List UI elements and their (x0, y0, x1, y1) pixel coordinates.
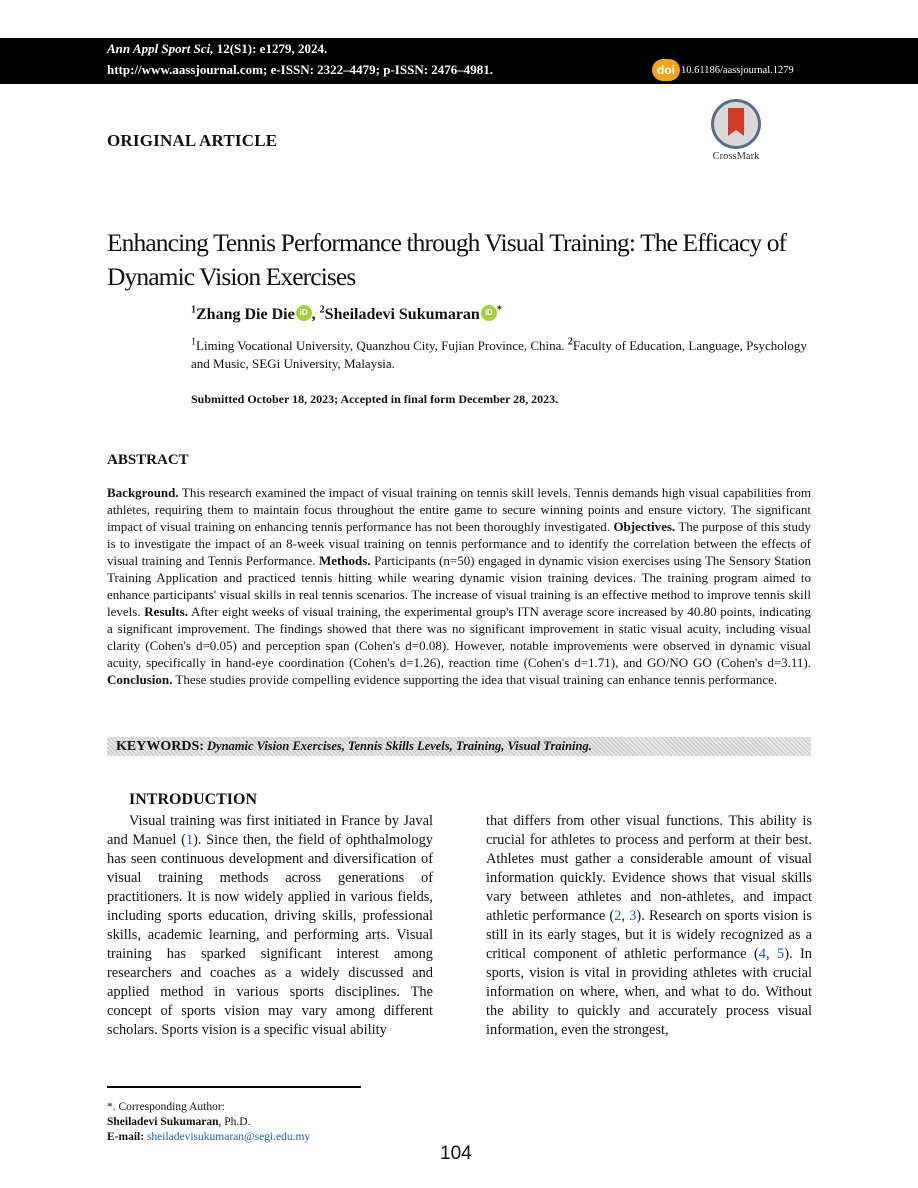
footnote-email-row (107, 1130, 310, 1145)
abstract-objectives: The purpose of this study is to investigate the impact of an 8-week visual training on tennis performance and to identify the correlation between the effects of visual training and Tennis Performance. (107, 519, 812, 568)
affiliations (191, 337, 811, 373)
intro-text: ). Research on sports vision is still in its early stages, but it is widely recognized as a critical component of athletic performance ( (486, 908, 812, 962)
crossmark-label: CrossMark (712, 151, 760, 162)
citation-link[interactable]: 1 (185, 832, 194, 848)
affiliation-1-sup: 1 (191, 336, 196, 348)
keywords-label: KEYWORDS: (116, 739, 204, 754)
footnote-author-name: Sheiladevi Sukumaran (107, 1116, 219, 1128)
orcid-icon[interactable]: iD (481, 305, 497, 321)
intro-text: , (765, 946, 777, 962)
crossmark-badge[interactable] (704, 99, 768, 169)
abstract-heading: ABSTRACT (107, 452, 189, 468)
abstract-background: This research examined the impact of visual training on tennis skill levels. Tennis demands high visual capabilities from athletes, requiring them to maintain focus throughout the entire game to secure winning points and ensure victory. The significant impact of visual training on enhancing tennis performance has not been thoroughly investigated. (107, 485, 811, 534)
author-1-name: Zhang Die Die (196, 306, 295, 323)
introduction-column-left (107, 812, 433, 1040)
paper-title: Enhancing Tennis Performance through Visual Training: The Efficacy of Dynamic Vision Exercises (107, 228, 787, 291)
introduction-column-right (486, 812, 812, 1040)
citation-link[interactable]: 5 (777, 946, 785, 962)
corresponding-mark: * (496, 304, 502, 316)
affiliation-2-sup: 2 (567, 336, 573, 348)
doi-link[interactable]: 10.61186/aassjournal.1279 (681, 65, 794, 76)
intro-text: , (621, 908, 630, 924)
footnote-author (107, 1115, 310, 1130)
author-list (191, 305, 502, 324)
keywords-text: Dynamic Vision Exercises, Tennis Skills Levels, Training, Visual Training. (203, 739, 592, 753)
abstract-results: After eight weeks of visual training, the experimental group's ITN average score increased by 40.80 points, indicating a significant improvement. The findings showed that there was no significant improvement in static visual acuity, including visual clarity (Cohen's d=0.05) and perception span (Cohen's d=0.08). However, notable improvements were observed in dynamic visual acuity, specifically in hand-eye coordination (Cohen's d=1.26), reaction time (Cohen's d=1.71), and GO/NO GO (Cohen's d=3.11). (107, 604, 811, 670)
intro-text: ). In sports, vision is vital in providing athletes with crucial information on where, when, and what to do. Without the ability to quickly and accurately process visual information, even the strongest, (486, 946, 812, 1038)
citation-link[interactable]: 2 (614, 908, 622, 924)
intro-text: that differs from other visual functions. This ability is crucial for athletes to process and perform at their best. Athletes must gather a considerable amount of visual information quickly. Evidence shows that visual skills vary between athletes and non-athletes, and impact athletic performance ( (486, 813, 812, 924)
citation-link[interactable]: 4 (758, 946, 766, 962)
abstract-conclusion-label: Conclusion. (107, 672, 173, 687)
article-type: ORIGINAL ARTICLE (107, 131, 278, 150)
submission-dates: Submitted October 18, 2023; Accepted in final form December 28, 2023. (191, 392, 559, 406)
author-2-name: Sheiladevi Sukumaran (324, 306, 480, 323)
abstract-body (107, 484, 811, 688)
abstract-results-label: Results. (144, 604, 188, 619)
abstract-background-label: Background. (107, 485, 179, 500)
keywords-bar (107, 737, 811, 756)
citation-link[interactable]: 3 (629, 908, 637, 924)
footnote-corresponding-label: *. Corresponding Author: (107, 1101, 225, 1113)
journal-header-bar (0, 38, 918, 84)
footnote-email-link[interactable]: sheiladevisukumaran@segi.edu.my (144, 1131, 311, 1143)
abstract-methods: Participants (n=50) engaged in dynamic vision exercises using The Sensory Station Training Application and practiced tennis hitting while wearing dynamic vision training devices. The training program aimed to enhance participants' visual skills in real tennis scenarios. The increase of visual training is an effective method to improve tennis skill levels. (107, 553, 812, 619)
abstract-methods-label: Methods. (318, 553, 371, 568)
journal-urls: http://www.aassjournal.com; e-ISSN: 2322–4479; p-ISSN: 2476–4981. (107, 62, 494, 77)
introduction-heading: INTRODUCTION (129, 791, 258, 808)
intro-text: ). Since then, the field of ophthalmology has seen continuous development and diversification of visual training methods across generations of practitioners. It is now widely applied in various fields, including sports education, driving skills, professional skills, academic learning, and performing arts. Visual training has sparked significant interest among researchers and coaches as a widely discussed and applied method in various sports disciplines. The concept of sports vision may vary among different scholars. Sports vision is a specific visual ability (107, 832, 433, 1038)
abstract-objectives-label: Objectives. (613, 519, 676, 534)
orcid-icon[interactable]: iD (296, 305, 312, 321)
abstract-conclusion: These studies provide compelling evidence supporting the idea that visual training can enhance tennis performance. (172, 672, 778, 687)
footnote-author-degree: , Ph.D. (218, 1116, 251, 1128)
corresponding-author-footnote (107, 1100, 310, 1145)
journal-issue: 12(S1): e1279, 2024. (213, 41, 328, 56)
journal-name: Ann Appl Sport Sci, (107, 41, 214, 56)
affiliation-1: Liming Vocational University, Quanzhou City, Fujian Province, China. (196, 338, 568, 353)
page-number: 104 (440, 1143, 472, 1164)
footnote-email-label: E-mail: (107, 1131, 145, 1143)
journal-citation (107, 41, 327, 57)
author-2-affiliation-sup: 2 (319, 304, 325, 316)
author-separator: , (311, 306, 320, 323)
author-1-affiliation-sup: 1 (191, 304, 196, 316)
affiliation-2: Faculty of Education, Language, Psychology and Music, SEGi University, Malaysia. (191, 338, 807, 371)
footnote-divider (107, 1086, 361, 1088)
intro-text: Visual training was first initiated in France by Javal and Manuel ( (107, 813, 433, 848)
doi-icon: doi (652, 59, 680, 81)
